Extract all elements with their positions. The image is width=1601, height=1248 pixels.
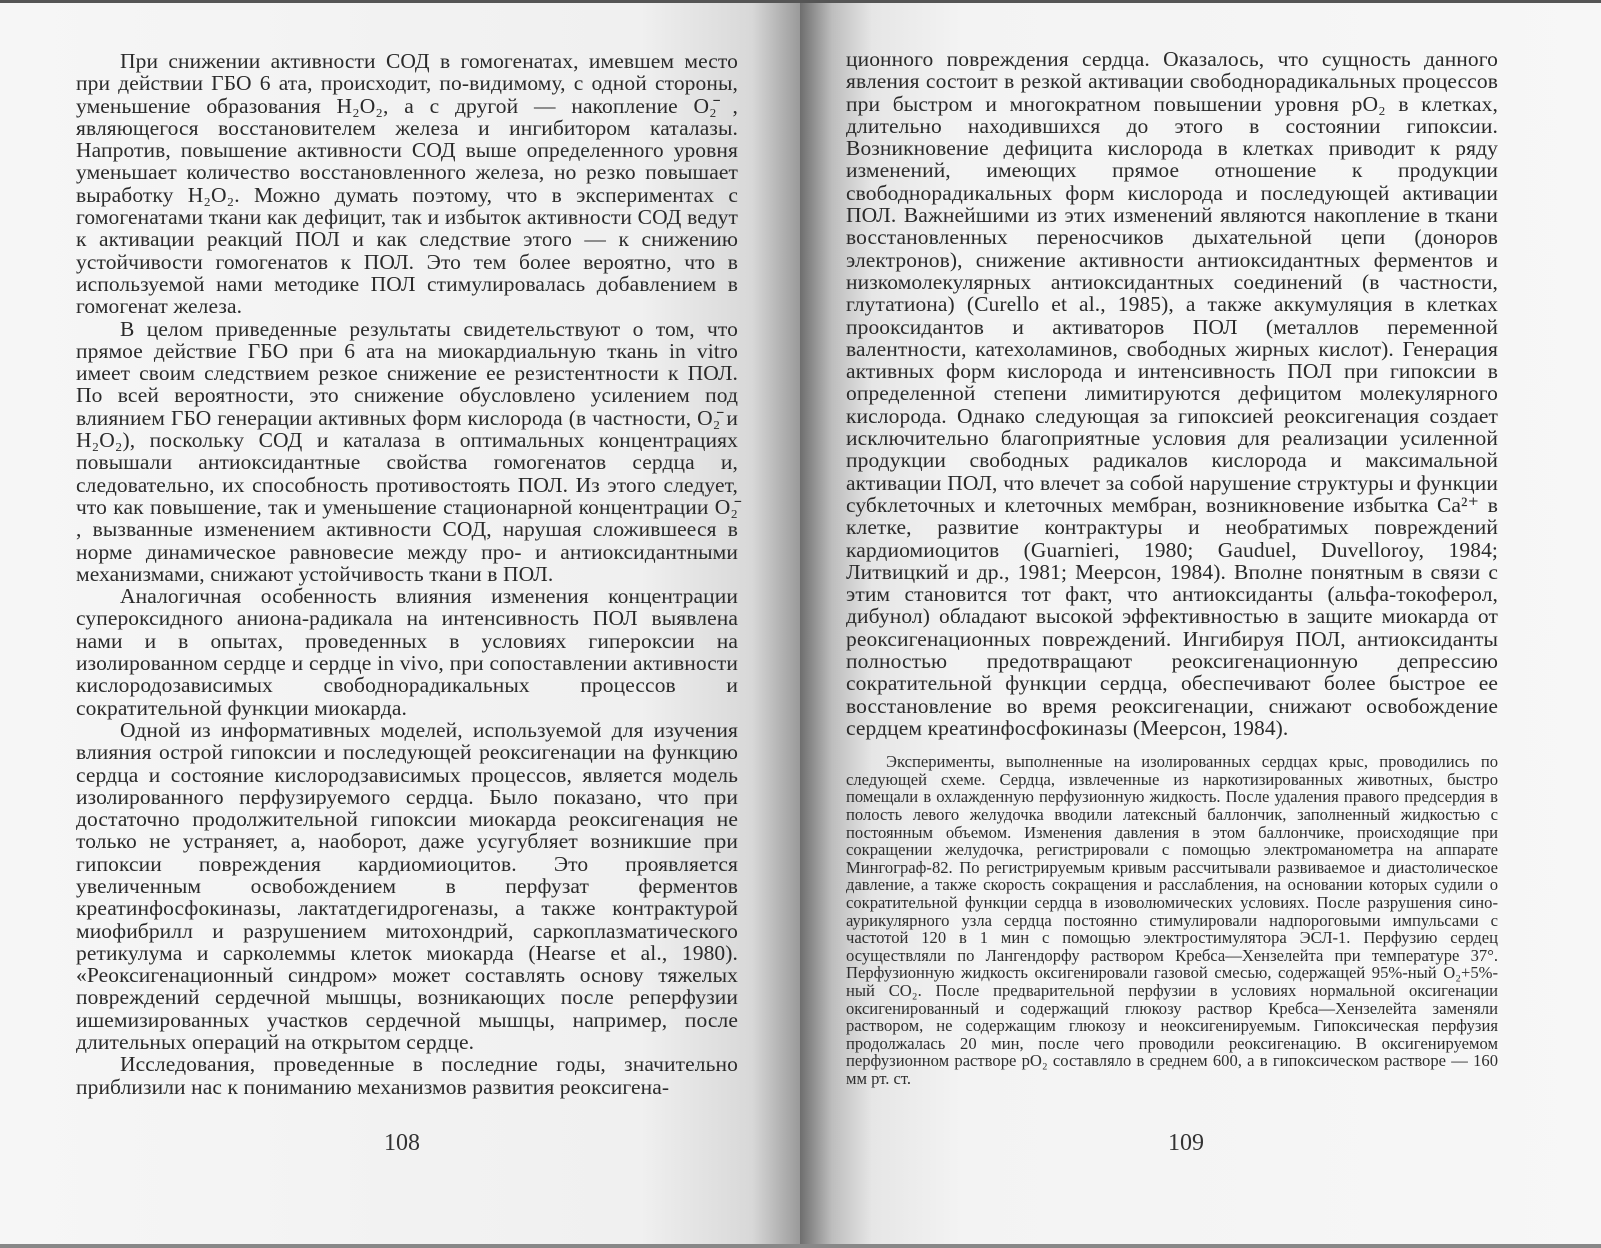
right-page-text bbox=[846, 48, 1498, 1087]
page-number-right: 109 bbox=[1168, 1130, 1204, 1156]
paragraph: Одной из информативных моделей, используемой для изучения влияния острой гипоксии и последующей реоксигенации на функцию сердца и состояние кислородзависимых процессов, является модель изолированного перфузируемого сердца. Было показано, что при достаточно продолжительной гипоксии миокарда реоксигенация не только не устраняет, а, наоборот, даже усугубляет возникшие при гипоксии повреждения кардиомиоцитов. Это проявляется увеличенным освобождением в перфузат ферментов креатинфосфокиназы, лактатдегидрогеназы, а также контрактурой миофибрилл и разрушением митохондрий, саркоплазматического ретикулума и сарколеммы клеток миокарда (Hearse et al., 1980). «Реоксигенационный синдром» может составлять основу тяжелых повреждений сердечной мышцы, возникающих после реперфузии ишемизированных участков сердечной мышцы, например, после длительных операций на открытом сердце. bbox=[76, 717, 738, 1055]
paragraph: ционного повреждения сердца. Оказалось, что сущность данного явления состоит в резкой активации свободнорадикальных процессов при быстром и многократном повышении уровня pO₂ в клетках, длительно находившихся до этого в состоянии гипоксии. Возникновение дефицита кислорода в клетках приводит к ряду изменений, имеющих прямое отношение к продукции свободнорадикальных форм кислорода и последующей активации ПОЛ. Важнейшими из этих изменений являются накопление в ткани восстановленных переносчиков дыхательной цепи (доноров электронов), снижение активности антиоксидантных ферментов и низкомолекулярных антиоксидантных соединений (в частности, глутатиона) (Curello et al., 1985), а также аккумуляция в клетках прооксидантов и активаторов ПОЛ (металлов переменной валентности, катехоламинов, свободных жирных кислот). Генерация активных форм кислорода и интенсивность ПОЛ при гипоксии в определенной степени лимитируются дефицитом молекулярного кислорода. Однако следующая за гипоксией реоксигенация создает исключительно благоприятные условия для реализации усиленной продукции свободных радикалов кислорода и максимальной активации ПОЛ, что влечет за собой нарушение структуры и функции субклеточных и клеточных мембран, возникновение избытка Ca²⁺ в клетке, развитие контрактуры и необратимых повреждений кардиомиоцитов (Guarnieri, 1980; Gauduel, Duvelloroy, 1984; Литвицкий и др., 1981; Меерсон, 1984). Вполне понятным в связи с этим становится тот факт, что антиоксиданты (альфа-токоферол, дибунол) обладают высокой эффективностью в защите миокарда от реоксигенационных повреждений. Ингибируя ПОЛ, антиоксиданты полностью предотвращают реоксигенационную депрессию сократительной функции сердца, обеспечивают более быстрое ее восстановление во время реоксигенации, снижают освобождение сердцем креатинфосфокиназы (Меерсон, 1984). bbox=[846, 47, 1498, 740]
paragraph: В целом приведенные результаты свидетельствуют о том, что прямое действие ГБО при 6 ата на миокардиальную ткань in vitro имеет своим следствием резкое снижение ее резистентности к ПОЛ. По всей вероятности, это снижение обусловлено усилением под влиянием ГБО генерации активных форм кислорода (в частности, O₂̄ и H₂O₂), поскольку СОД и каталаза в оптимальных концентрациях повышали антиоксидантные свойства гомогенатов сердца и, следовательно, их способность противостоять ПОЛ. Из этого следует, что как повышение, так и уменьшение стационарной концентрации O₂̄ , вызванные изменением активности СОД, нарушая сложившееся в норме динамическое равновесие между про- и антиоксидантными механизмами, снижают устойчивость ткани в ПОЛ. bbox=[76, 316, 738, 586]
bottom-edge bbox=[0, 1244, 1601, 1248]
paragraph: При снижении активности СОД в гомогенатах, имевшем место при действии ГБО 6 ата, происходит, по-видимому, с одной стороны, уменьшение образования H₂O₂, а с другой — накопление O₂̄ , являющегося восстановителем железа и ингибитором каталазы. Напротив, повышение активности СОД выше определенного уровня уменьшает количество восстановленного железа, но резко повышает выработку H₂O₂. Можно думать поэтому, что в экспериментах с гомогенатами ткани как дефицит, так и избыток активности СОД ведут к активации реакций ПОЛ и как следствие этого — к снижению устойчивости гомогенатов к ПОЛ. Это тем более вероятно, что в используемой нами методике ПОЛ стимулировалась добавлением в гомогенат железа. bbox=[76, 49, 738, 319]
paragraph: Исследования, проведенные в последние годы, значительно приблизили нас к пониманию механизмов развития реоксигена- bbox=[76, 1052, 738, 1099]
methods-note: Эксперименты, выполненные на изолированных сердцах крыс, проводились по следующей схеме. Сердца, извлеченные из наркотизированных животных, быстро помещали в охлажденную перфузионную жидкость. После удаления правого предсердия в полость левого желудочка вводили латексный баллончик, заполненный жидкостью с постоянным объемом. Изменения давления в этом баллончике, происходящие при сокращении желудочка, регистрировали с помощью электроманометра на аппарате Мингограф-82. По регистрируемым кривым рассчитывали развиваемое и диастолическое давление, а также скорость сокращения и расслабления, на основании которых судили о сократительной функции сердца в изоволюмических условиях. После разрушения сино-аурикулярного узла сердца постоянно стимулировали надпороговыми импульсами с частотой 120 в 1 мин с помощью электростимулятора ЭСЛ-1. Перфузию сердец осуществляли по Лангендорфу раствором Кребса—Хензелейта при температуре 37°. Перфузионную жидкость оксигенировали газовой смесью, содержащей 95%-ный O₂+5%-ный CO₂. После предварительной перфузии в условиях нормальной оксигенации оксигенированный и содержащий глюкозу раствор Кребса—Хензелейта заменяли раствором, не содержащим глюкозу и неоксигенируемым. Гипоксическая перфузия продолжалась 20 мин, после чего проводили реоксигенацию. В оксигенируемом перфузионном растворе pO₂ составляло в среднем 600, а в гипоксическом растворе — 160 мм рт. ст. bbox=[846, 752, 1498, 1088]
paragraph: Аналогичная особенность влияния изменения концентрации супероксидного аниона-радикала на интенсивность ПОЛ выявлена нами и в опытах, проведенных в условиях гипероксии на изолированном сердце и сердце in vivo, при сопоставлении активности кислородозависимых свободнорадикальных процессов и сократительной функции миокарда. bbox=[76, 584, 738, 720]
left-page-text bbox=[76, 50, 738, 1098]
page-number-left: 108 bbox=[384, 1130, 420, 1156]
top-edge bbox=[0, 0, 1601, 3]
